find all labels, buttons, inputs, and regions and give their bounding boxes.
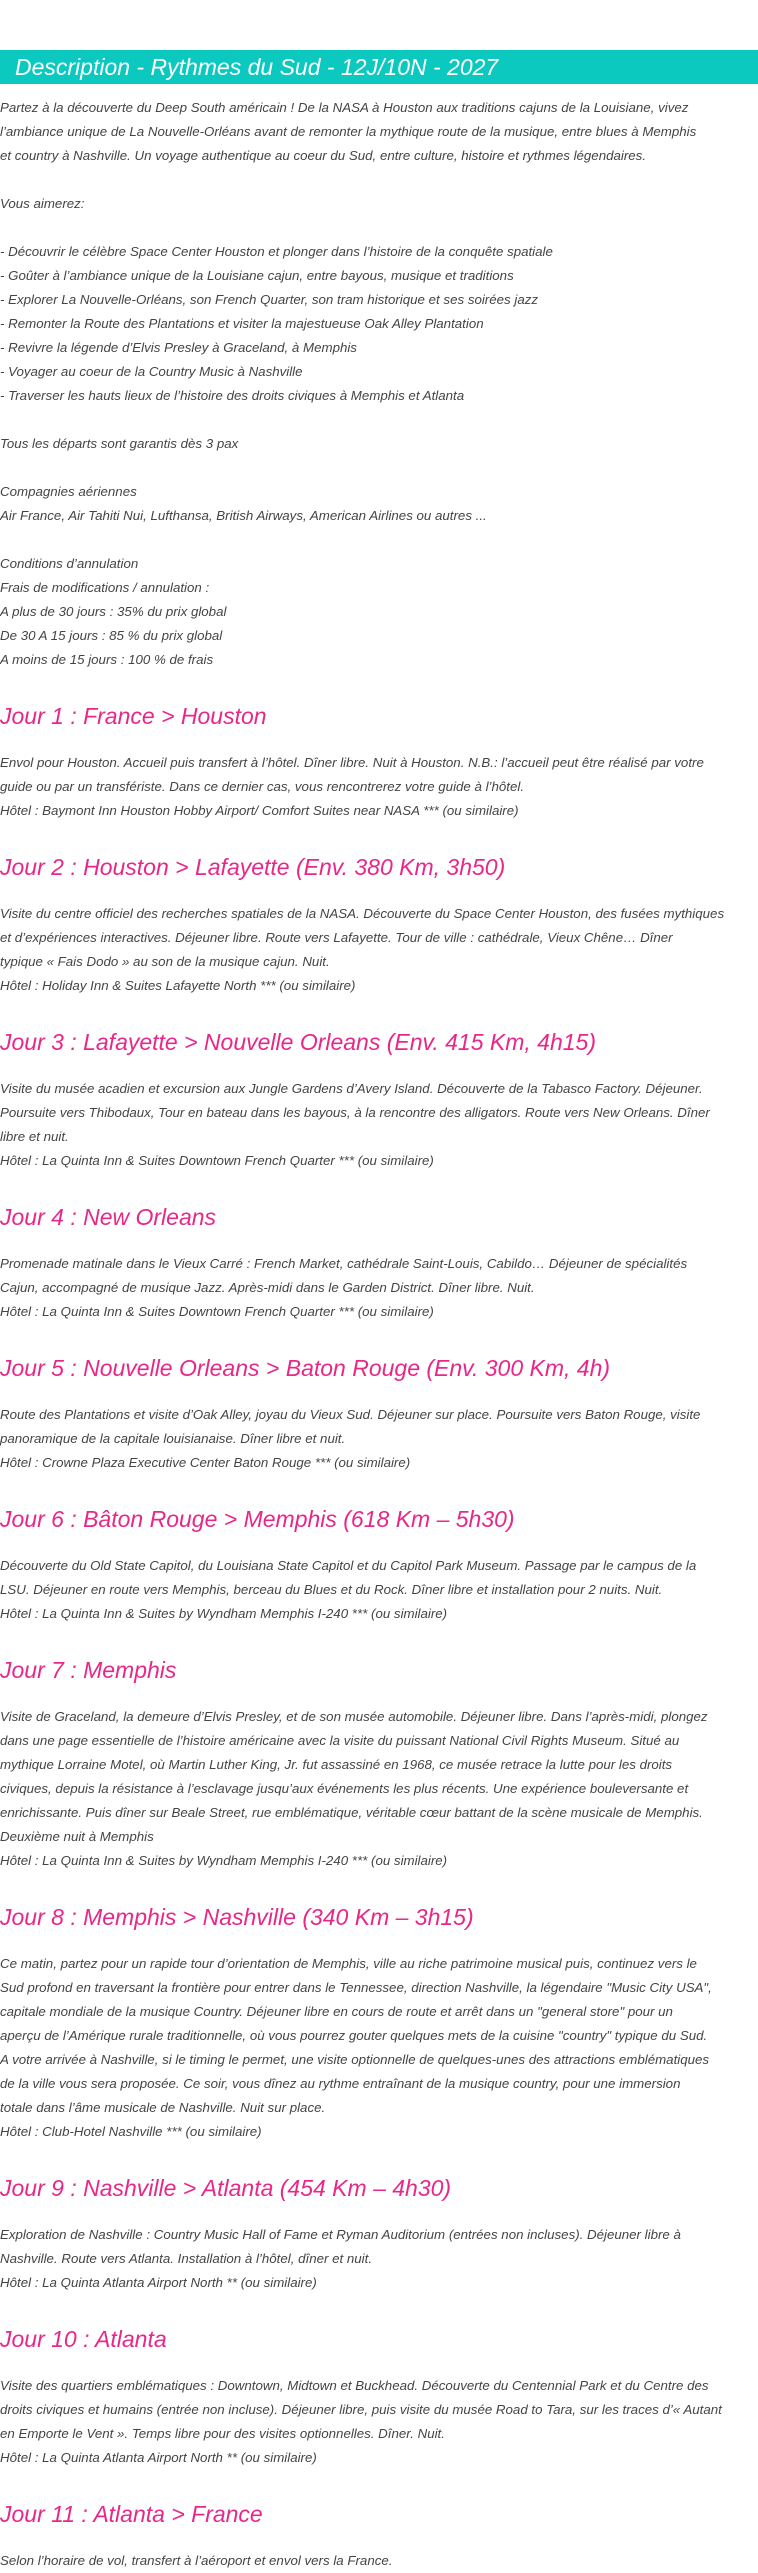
day-heading: Jour 3 : Lafayette > Nouvelle Orleans (Env. 415 Km, 4h15): [0, 1029, 596, 1055]
day-line: Hôtel : La Quinta Atlanta Airport North ** (ou similaire): [0, 2275, 317, 2290]
intro-line: Air France, Air Tahiti Nui, Lufthansa, British Airways, American Airlines ou autres ...: [0, 508, 487, 523]
day-section: [0, 1353, 758, 1475]
intro-line: l’ambiance unique de La Nouvelle-Orléans avant de remonter la mythique route de la musique, entre blues à Memphis: [0, 124, 697, 139]
day-line: capitale mondiale de la musique Country. Déjeuner libre en cours de route et arrêt dans un "general store" pour un: [0, 2004, 673, 2019]
day-section: [0, 2499, 758, 2573]
day-line: Hôtel : Holiday Inn & Suites Lafayette North *** (ou similaire): [0, 978, 356, 993]
day-heading: Jour 8 : Memphis > Nashville (340 Km – 3h15): [0, 1904, 474, 1930]
day-heading: Jour 1 : France > Houston: [0, 703, 267, 729]
day-line: Nashville. Route vers Atlanta. Installation à l’hôtel, dîner et nuit.: [0, 2251, 373, 2266]
intro-line: et country à Nashville. Un voyage authentique au coeur du Sud, entre culture, histoire et rythmes légendaires.: [0, 148, 647, 163]
day-section: [0, 1027, 758, 1173]
day-heading: Jour 7 : Memphis: [0, 1657, 177, 1683]
day-line: Route des Plantations et visite d’Oak Alley, joyau du Vieux Sud. Déjeuner sur place. Poursuite vers Baton Rouge, visite: [0, 1407, 701, 1422]
spacer: [0, 456, 758, 480]
day-line: Visite des quartiers emblématiques : Downtown, Midtown et Buckhead. Découverte du Centennial Park et du Centre des: [0, 2378, 709, 2393]
intro-line: Vous aimerez:: [0, 196, 85, 211]
day-line: Exploration de Nashville : Country Music Hall of Fame et Ryman Auditorium (entrées non incluses). Déjeuner libre à: [0, 2227, 681, 2242]
intro-line: - Voyager au coeur de la Country Music à Nashville: [0, 364, 303, 379]
day-heading: Jour 6 : Bâton Rouge > Memphis (618 Km – 5h30): [0, 1506, 515, 1532]
intro-line: Tous les départs sont garantis dès 3 pax: [0, 436, 239, 451]
intro-line: Partez à la découverte du Deep South américain ! De la NASA à Houston aux traditions cajuns de la Louisiane, vivez: [0, 100, 689, 115]
day-section: [0, 1655, 758, 1873]
day-line: mythique Lorraine Motel, où Martin Luther King, Jr. fut assassiné en 1968, ce musée retrace la lutte pour les droits: [0, 1757, 673, 1772]
spacer: [0, 528, 758, 552]
day-line: Hôtel : La Quinta Inn & Suites Downtown French Quarter *** (ou similaire): [0, 1153, 434, 1168]
intro-line: - Découvrir le célèbre Space Center Houston et plonger dans l’histoire de la conquête spatiale: [0, 244, 553, 259]
day-section: [0, 1202, 758, 1324]
day-section: [0, 701, 758, 823]
day-description: [0, 2374, 758, 2470]
day-line: Deuxième nuit à Memphis: [0, 1829, 154, 1844]
day-line: de la ville vous sera proposée. Ce soir, vous dînez au rythme entraînant de la musique country, pour une immersion: [0, 2076, 681, 2091]
page-title: Description - Rythmes du Sud - 12J/10N - 2027: [0, 50, 758, 84]
intro-line: - Traverser les hauts lieux de l’histoire des droits civiques à Memphis et Atlanta: [0, 388, 465, 403]
spacer: [0, 216, 758, 240]
day-line: Selon l’horaire de vol, transfert à l’aéroport et envol vers la France.: [0, 2553, 393, 2568]
spacer: [0, 408, 758, 432]
day-line: droits civiques et humains (entrée non incluse). Déjeuner libre, puis visite du musée Road to Tara, sur les traces d’« Autant: [0, 2402, 722, 2417]
day-description: [0, 2549, 758, 2573]
day-line: Hôtel : La Quinta Inn & Suites Downtown French Quarter *** (ou similaire): [0, 1304, 434, 1319]
day-line: Visite de Graceland, la demeure d’Elvis Presley, et de son musée automobile. Déjeuner libre. Dans l’après-midi, plongez: [0, 1709, 708, 1724]
intro-line: De 30 A 15 jours : 85 % du prix global: [0, 628, 223, 643]
day-line: Sud profond en traversant la frontière pour entrer dans le Tennessee, direction Nashville, la légendaire "Music City USA",: [0, 1980, 712, 1995]
day-line: typique « Fais Dodo » au son de la musique cajun. Nuit.: [0, 954, 330, 969]
day-line: Promenade matinale dans le Vieux Carré : French Market, cathédrale Saint-Louis, Cabildo… Déjeuner de spécialités: [0, 1256, 688, 1271]
day-line: Hôtel : La Quinta Atlanta Airport North ** (ou similaire): [0, 2450, 317, 2465]
intro-line: - Explorer La Nouvelle-Orléans, son French Quarter, son tram historique et ses soirées jazz: [0, 292, 539, 307]
intro-line: Compagnies aériennes: [0, 484, 137, 499]
day-heading: Jour 10 : Atlanta: [0, 2326, 167, 2352]
day-line: Ce matin, partez pour un rapide tour d’orientation de Memphis, ville au riche patrimoine musical puis, continuez vers le: [0, 1956, 697, 1971]
day-line: Visite du musée acadien et excursion aux Jungle Gardens d’Avery Island. Découverte de la Tabasco Factory. Déjeuner.: [0, 1081, 703, 1096]
day-line: et d’expériences interactives. Déjeuner libre. Route vers Lafayette. Tour de ville : cathédrale, Vieux Chêne… Dîner: [0, 930, 673, 945]
day-description: [0, 1252, 758, 1324]
day-heading: Jour 5 : Nouvelle Orleans > Baton Rouge (Env. 300 Km, 4h): [0, 1355, 611, 1381]
day-line: Cajun, accompagné de musique Jazz. Après-midi dans le Garden District. Dîner libre. Nuit.: [0, 1280, 535, 1295]
day-line: enrichissante. Puis dîner sur Beale Street, rue emblématique, véritable cœur battant de la scène musicale de Memphis.: [0, 1805, 703, 1820]
day-line: Hôtel : La Quinta Inn & Suites by Wyndham Memphis I-240 *** (ou similaire): [0, 1853, 448, 1868]
day-line: Envol pour Houston. Accueil puis transfert à l’hôtel. Dîner libre. Nuit à Houston. N.B.: l’accueil peut être réalisé par votre: [0, 755, 704, 770]
day-heading: Jour 4 : New Orleans: [0, 1204, 217, 1230]
day-heading: Jour 9 : Nashville > Atlanta (454 Km – 4h30): [0, 2175, 452, 2201]
day-description: [0, 2223, 758, 2295]
intro-line: - Goûter à l’ambiance unique de la Louisiane cajun, entre bayous, musique et traditions: [0, 268, 514, 283]
intro-line: A plus de 30 jours : 35% du prix global: [0, 604, 227, 619]
day-description: [0, 1403, 758, 1475]
itinerary: [0, 701, 758, 2573]
intro-line: - Revivre la légende d’Elvis Presley à Graceland, à Memphis: [0, 340, 357, 355]
day-line: libre et nuit.: [0, 1129, 69, 1144]
day-line: Poursuite vers Thibodaux, Tour en bateau dans les bayous, à la rencontre des alligators. Route vers New Orleans. Dîner: [0, 1105, 710, 1120]
day-line: Hôtel : La Quinta Inn & Suites by Wyndham Memphis I-240 *** (ou similaire): [0, 1606, 448, 1621]
intro-line: - Remonter la Route des Plantations et visiter la majestueuse Oak Alley Plantation: [0, 316, 484, 331]
day-description: [0, 1952, 758, 2144]
day-description: [0, 1554, 758, 1626]
page: [0, 50, 758, 2573]
day-line: panoramique de la capitale louisianaise. Dîner libre et nuit.: [0, 1431, 346, 1446]
day-line: Découverte du Old State Capitol, du Louisiana State Capitol et du Capitol Park Museum. Passage par le campus de la: [0, 1558, 697, 1573]
day-description: [0, 751, 758, 823]
day-section: [0, 852, 758, 998]
day-line: aperçu de l’Amérique rurale traditionnelle, où vous pourrez gouter quelques mets de la cuisine "country" typique du Sud.: [0, 2028, 708, 2043]
day-line: LSU. Déjeuner en route vers Memphis, berceau du Blues et du Rock. Dîner libre et installation pour 2 nuits. Nuit.: [0, 1582, 663, 1597]
day-section: [0, 2173, 758, 2295]
day-description: [0, 1705, 758, 1873]
day-line: totale dans l’âme musicale de Nashville. Nuit sur place.: [0, 2100, 326, 2115]
day-section: [0, 1902, 758, 2144]
day-line: Visite du centre officiel des recherches spatiales de la NASA. Découverte du Space Center Houston, des fusées mythiques: [0, 906, 725, 921]
intro-line: Frais de modifications / annulation :: [0, 580, 210, 595]
intro-line: A moins de 15 jours : 100 % de frais: [0, 652, 214, 667]
day-section: [0, 2324, 758, 2470]
intro-line: Conditions d’annulation: [0, 556, 139, 571]
day-heading: Jour 2 : Houston > Lafayette (Env. 380 Km, 3h50): [0, 854, 506, 880]
day-line: guide ou par un transfériste. Dans ce dernier cas, vous rencontrerez votre guide à l’hôtel.: [0, 779, 525, 794]
intro-text: [0, 96, 758, 672]
day-line: A votre arrivée à Nashville, si le timing le permet, une visite optionnelle de quelques-unes des attractions emblématiques: [0, 2052, 710, 2067]
day-line: Hôtel : Club-Hotel Nashville *** (ou similaire): [0, 2124, 262, 2139]
day-description: [0, 1077, 758, 1173]
day-heading: Jour 11 : Atlanta > France: [0, 2501, 263, 2527]
spacer: [0, 168, 758, 192]
day-line: en Emporte le Vent ». Temps libre pour des visites optionnelles. Dîner. Nuit.: [0, 2426, 445, 2441]
day-description: [0, 902, 758, 998]
day-line: Hôtel : Crowne Plaza Executive Center Baton Rouge *** (ou similaire): [0, 1455, 411, 1470]
day-line: dans une page essentielle de l’histoire américaine avec la visite du puissant National Civil Rights Museum. Situé au: [0, 1733, 680, 1748]
day-line: civiques, depuis la résistance à l’esclavage jusqu’aux événements les plus récents. Une expérience bouleversante et: [0, 1781, 689, 1796]
day-line: Hôtel : Baymont Inn Houston Hobby Airport/ Comfort Suites near NASA *** (ou similaire): [0, 803, 519, 818]
day-section: [0, 1504, 758, 1626]
